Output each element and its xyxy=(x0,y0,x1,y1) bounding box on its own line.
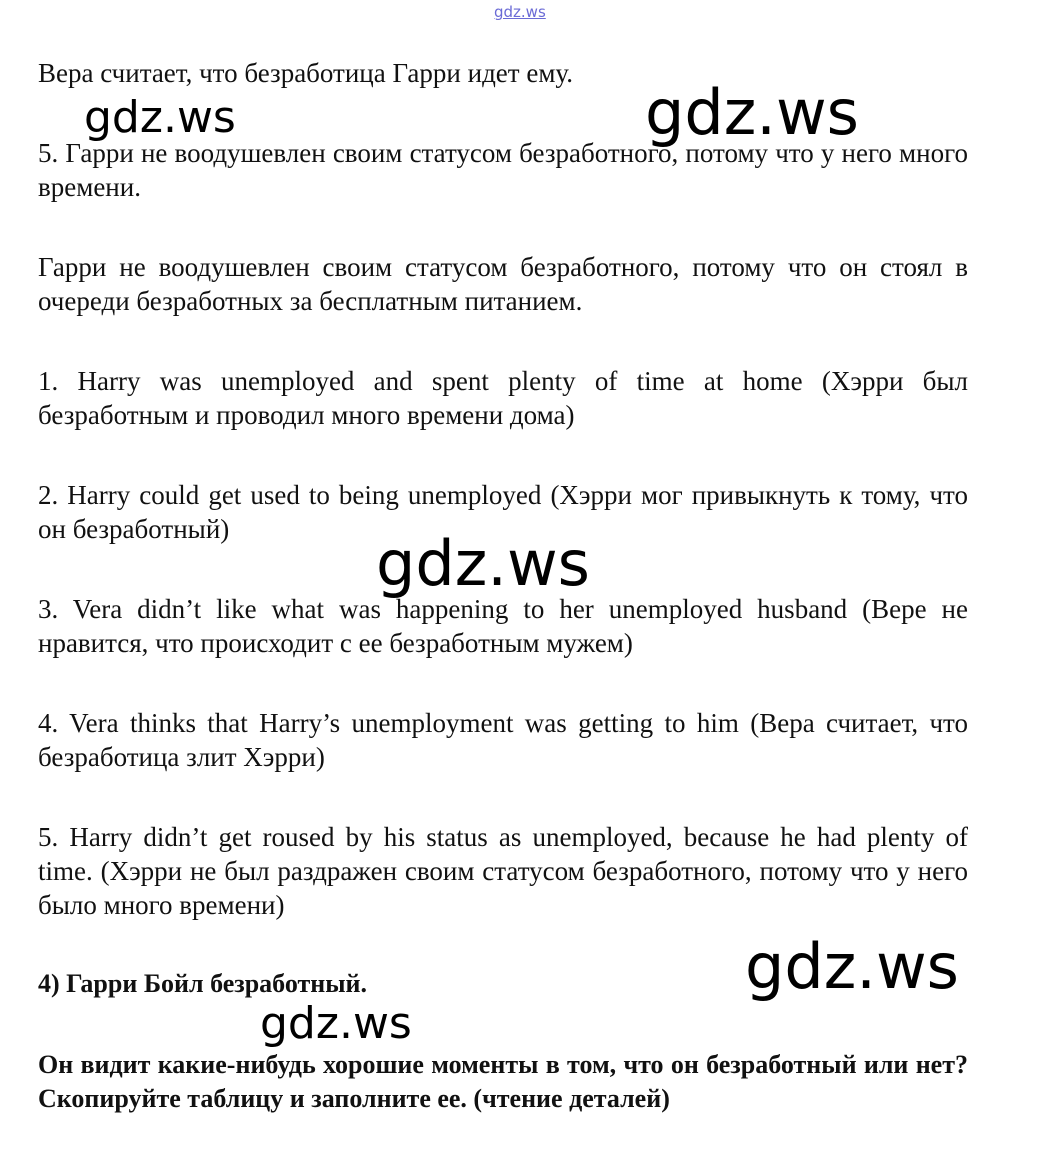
paragraph-answer-2: 2. Harry could get used to being unemployed (Хэрри мог привыкнуть к тому, что он безработный) xyxy=(38,480,968,544)
watermark-top-link[interactable]: gdz.ws xyxy=(494,3,546,21)
paragraph-answer-3: 3. Vera didn’t like what was happening to her unemployed husband (Вере не нравится, что происходит с ее безработным мужем) xyxy=(38,594,968,658)
watermark-large-2: gdz.ws xyxy=(376,527,590,600)
paragraph-item-5-ru: 5. Гарри не воодушевлен своим статусом безработного, потому что у него много времени. xyxy=(38,138,968,202)
task-question: Он видит какие-нибудь хорошие моменты в том, что он безработный или нет? Скопируйте таблицу и заполните ее. (чтение деталей) xyxy=(38,1050,968,1113)
paragraph-harry-queue: Гарри не воодушевлен своим статусом безработного, потому что он стоял в очереди безработных за бесплатным питанием. xyxy=(38,252,968,316)
watermark-small-2: gdz.ws xyxy=(260,998,412,1049)
watermark-small-1: gdz.ws xyxy=(84,92,236,143)
watermark-large-1: gdz.ws xyxy=(645,76,859,149)
section-heading: 4) Гарри Бойл безработный. xyxy=(38,969,368,998)
paragraph-answer-1: 1. Harry was unemployed and spent plenty of time at home (Хэрри был безработным и проводил много времени дома) xyxy=(38,366,968,430)
paragraph-answer-4: 4. Vera thinks that Harry’s unemployment was getting to him (Вера считает, что безработица злит Хэрри) xyxy=(38,708,968,772)
paragraph-answer-5: 5. Harry didn’t get roused by his status as unemployed, because he had plenty of time. (Хэрри не был раздражен своим статусом безработного, потому что у него было много времени) xyxy=(38,822,968,920)
watermark-large-3: gdz.ws xyxy=(745,930,959,1003)
paragraph-vera-thinks: Вера считает, что безработица Гарри идет ему. xyxy=(38,58,573,88)
